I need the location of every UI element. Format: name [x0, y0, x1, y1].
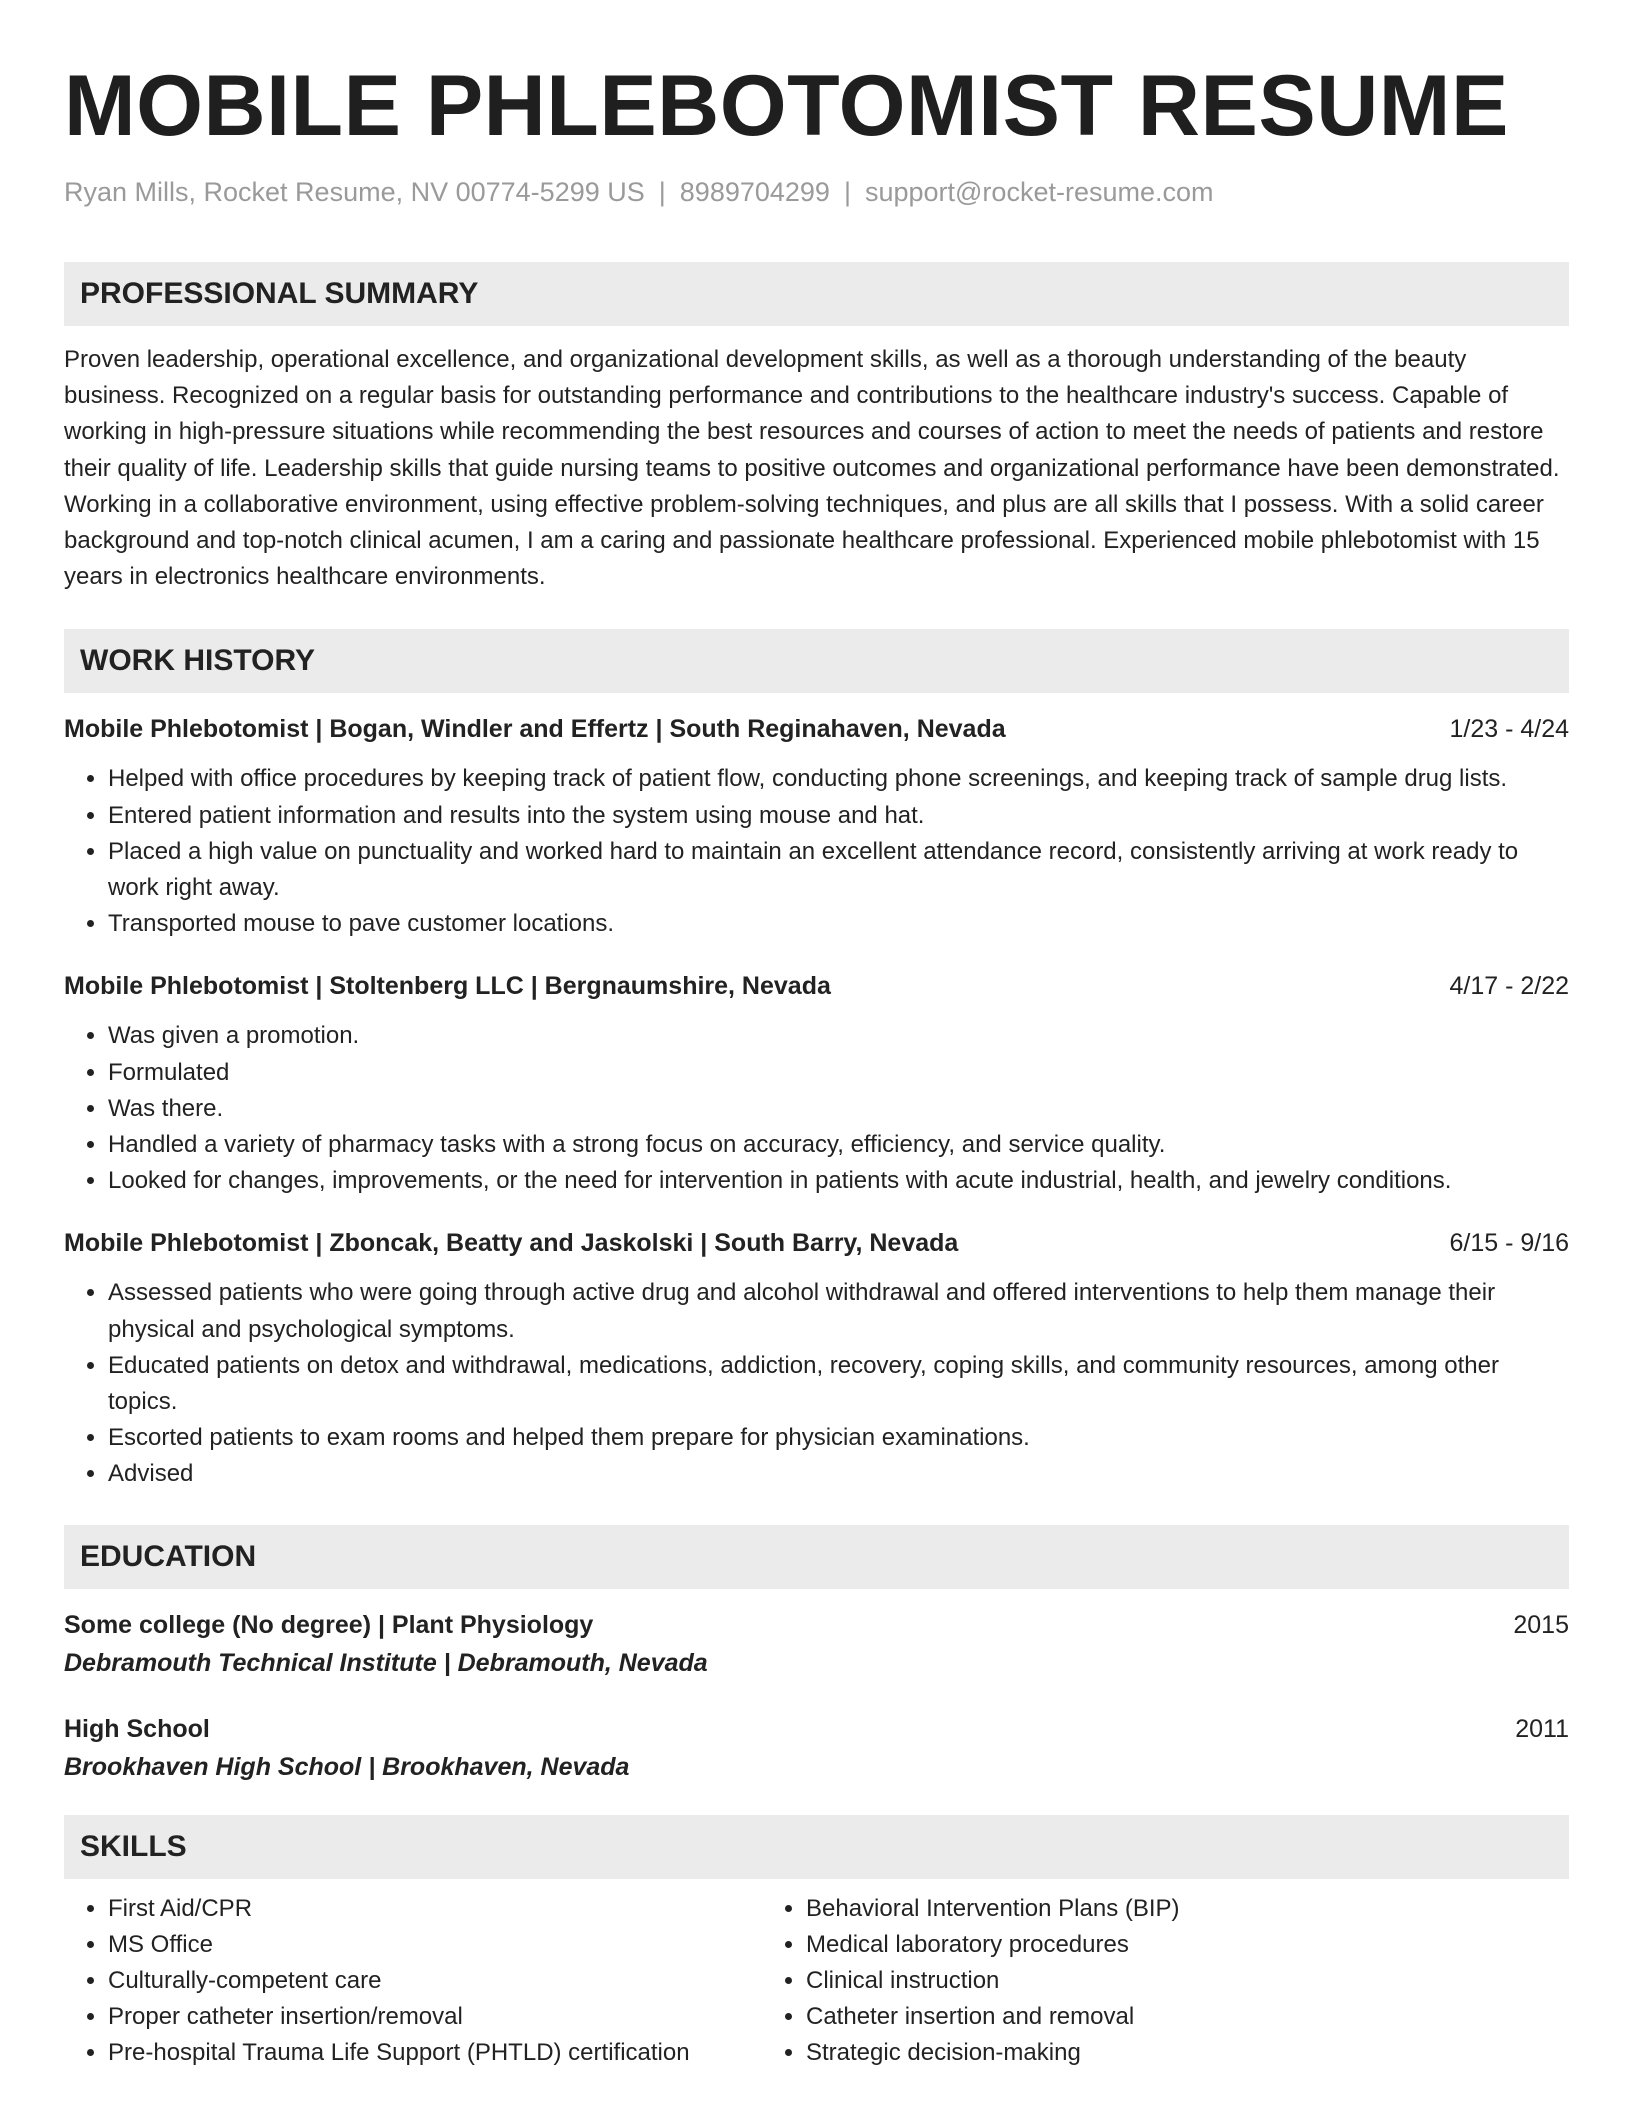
skill-item: • MS Office	[108, 1927, 762, 1963]
job-bullets	[64, 761, 1569, 942]
skill-item: • Catheter insertion and removal	[806, 1999, 1569, 2035]
job-title: Mobile Phlebotomist | Zboncak, Beatty and Jaskolski | South Barry, Nevada	[64, 1229, 959, 1258]
contact-phone: 8989704299	[679, 177, 830, 207]
job-bullet: • Assessed patients who were going through active drug and alcohol withdrawal and offered interventions to help them manage their physical and psychological symptoms.	[108, 1275, 1569, 1347]
job-bullets	[64, 1275, 1569, 1492]
skills-column-right	[762, 1891, 1569, 2071]
section-header-summary: PROFESSIONAL SUMMARY	[64, 262, 1569, 326]
job-bullets	[64, 1018, 1569, 1199]
skill-item: • Proper catheter insertion/removal	[108, 1999, 762, 2035]
skill-item: • Strategic decision-making	[806, 2035, 1569, 2071]
education-degree: High School	[64, 1714, 210, 1743]
education-year: 2015	[1513, 1610, 1569, 1639]
job-bullet: • Helped with office procedures by keeping track of patient flow, conducting phone screenings, and keeping track of sample drug lists.	[108, 761, 1569, 797]
section-header-work: WORK HISTORY	[64, 629, 1569, 693]
job-dates: 1/23 - 4/24	[1449, 715, 1569, 744]
job-title: Mobile Phlebotomist | Stoltenberg LLC | Bergnaumshire, Nevada	[64, 972, 831, 1001]
job-bullet: • Advised	[108, 1456, 1569, 1492]
education-degree: Some college (No degree) | Plant Physiology	[64, 1610, 594, 1639]
skills-list	[64, 1891, 1569, 2071]
job-bullet: • Formulated	[108, 1055, 1569, 1091]
education-entry	[64, 1607, 1569, 1683]
contact-email: support@rocket-resume.com	[864, 177, 1214, 207]
job-entry	[64, 711, 1569, 942]
skill-item: • Medical laboratory procedures	[806, 1927, 1569, 1963]
job-dates: 6/15 - 9/16	[1449, 1229, 1569, 1258]
education-school: Brookhaven High School | Brookhaven, Nevada	[64, 1752, 630, 1781]
job-entry	[64, 1225, 1569, 1492]
skill-item: • Behavioral Intervention Plans (BIP)	[806, 1891, 1569, 1927]
resume-title: MOBILE PHLEBOTOMIST RESUME	[64, 58, 1509, 154]
job-bullet: • Handled a variety of pharmacy tasks with a strong focus on accuracy, efficiency, and service quality.	[108, 1127, 1569, 1163]
skill-item: • Clinical instruction	[806, 1963, 1569, 1999]
education-school: Debramouth Technical Institute | Debramouth, Nevada	[64, 1648, 708, 1677]
skills-column-left	[64, 1891, 762, 2071]
job-dates: 4/17 - 2/22	[1449, 972, 1569, 1001]
contact-address: Ryan Mills, Rocket Resume, NV 00774-5299 US	[64, 177, 645, 207]
job-bullet: • Entered patient information and results into the system using mouse and hat.	[108, 798, 1569, 834]
skill-item: • First Aid/CPR	[108, 1891, 762, 1927]
contact-line	[64, 174, 1569, 210]
skill-item: • Pre-hospital Trauma Life Support (PHTLD) certification	[108, 2035, 762, 2071]
job-bullet: • Placed a high value on punctuality and worked hard to maintain an excellent attendance record, consistently arriving at work ready to work right away.	[108, 834, 1569, 906]
education-year: 2011	[1515, 1714, 1569, 1743]
job-bullet: • Escorted patients to exam rooms and helped them prepare for physician examinations.	[108, 1420, 1569, 1456]
contact-separator: |	[843, 177, 851, 207]
section-header-education: EDUCATION	[64, 1525, 1569, 1589]
section-header-skills: SKILLS	[64, 1815, 1569, 1879]
summary-text: Proven leadership, operational excellence, and organizational development skills, as well as a thorough understanding of the beauty business. Recognized on a regular basis for outstanding performance and contributions to the healthcare industry's success. Capable of working in high-pressure situations while recommending the best resources and courses of action to meet the needs of patients and restore their quality of life. Leadership skills that guide nursing teams to positive outcomes and organizational performance have been demonstrated. Working in a collaborative environment, using effective problem-solving techniques, and plus are all skills that I possess. With a solid career background and top-notch clinical acumen, I am a caring and passionate healthcare professional. Experienced mobile phlebotomist with 15 years in electronics healthcare environments.	[64, 346, 1560, 591]
skill-item: • Culturally-competent care	[108, 1963, 762, 1999]
job-bullet: • Educated patients on detox and withdrawal, medications, addiction, recovery, coping skills, and community resources, among other topics.	[108, 1348, 1569, 1420]
job-entry	[64, 968, 1569, 1199]
job-bullet: • Looked for changes, improvements, or the need for intervention in patients with acute industrial, health, and jewelry conditions.	[108, 1163, 1569, 1199]
education-entry	[64, 1711, 1569, 1787]
job-bullet: • Was there.	[108, 1091, 1569, 1127]
job-title: Mobile Phlebotomist | Bogan, Windler and Effertz | South Reginahaven, Nevada	[64, 715, 1006, 744]
job-bullet: • Transported mouse to pave customer locations.	[108, 906, 1569, 942]
job-bullet: • Was given a promotion.	[108, 1018, 1569, 1054]
resume-page	[64, 0, 1569, 2071]
contact-separator: |	[658, 177, 666, 207]
